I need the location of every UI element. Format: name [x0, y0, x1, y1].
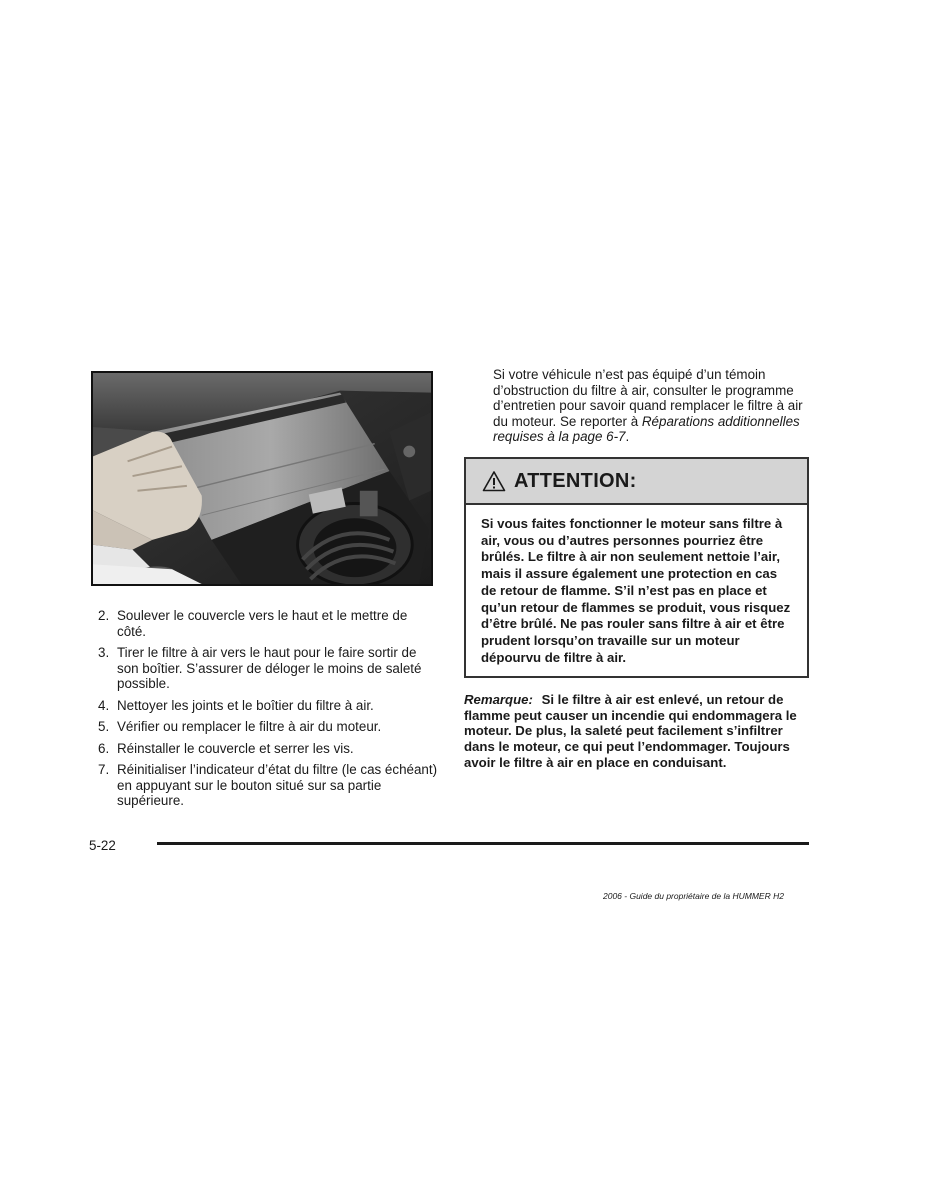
step-number: 4.: [98, 697, 110, 713]
page-number: 5-22: [89, 838, 116, 853]
list-item: [98, 608, 438, 639]
attention-text: Si vous faites fonctionner le moteur sans filtre à air, vous ou d’autres personnes pourriez être brûlés. Le filtre à air non seulement nettoie l’air, mais il assure également une protection en cas de retour de flamme. S’il n’est pas en place et qu’un retour de flammes se produit, vous risquez d’être brûlé. Ne pas rouler sans filtre à air et être prudent lorsqu’on travaille sur un moteur dépourvu de filtre à air.: [481, 516, 791, 665]
footer-title: 2006 - Guide du propriétaire de la HUMMER H2: [603, 891, 784, 901]
list-item: [98, 741, 438, 757]
note-paragraph: [464, 692, 814, 771]
page-reference-link[interactable]: Réparations additionnelles requises à la page 6-7: [493, 413, 800, 444]
air-filter-photo: [91, 371, 433, 586]
intro-end: .: [625, 429, 630, 444]
procedure-steps: [98, 608, 438, 815]
footer-divider: [157, 842, 809, 845]
air-filter-illustration: [93, 373, 431, 584]
attention-title: ATTENTION:: [514, 469, 637, 492]
intro-paragraph: [493, 367, 813, 445]
step-text: Nettoyer les joints et le boîtier du filtre à air.: [117, 697, 374, 713]
list-item: [98, 762, 438, 809]
step-text: Réinstaller le couvercle et serrer les vis.: [117, 740, 354, 756]
step-text: Réinitialiser l’indicateur d’état du filtre (le cas échéant) en appuyant sur le bouton situé sur sa partie supérieure.: [117, 762, 438, 808]
list-item: [98, 645, 438, 692]
attention-box: [464, 457, 809, 678]
list-item: [98, 719, 438, 735]
note-label: Remarque:: [464, 692, 533, 707]
step-text: Soulever le couvercle vers le haut et le mettre de côté.: [117, 608, 408, 639]
step-number: 6.: [98, 740, 110, 756]
step-number: 7.: [98, 762, 110, 777]
step-number: 5.: [98, 719, 110, 734]
list-item: [98, 698, 438, 714]
step-text: Tirer le filtre à air vers le haut pour le faire sortir de son boîtier. S’assurer de déloger le moins de saleté possible.: [117, 645, 422, 691]
note-text: Si le filtre à air est enlevé, un retour de flamme peut causer un incendie qui endommagera le moteur. De plus, la saleté peut facilement s’infiltrer dans le moteur, ce qui peut l’endommager. Toujours avoir le filtre à air en place en conduisant.: [464, 692, 797, 770]
step-number: 3.: [98, 645, 110, 660]
warning-triangle-icon: [482, 470, 506, 492]
step-number: 2.: [98, 608, 110, 623]
intro-text: Si votre véhicule n’est pas équipé d’un témoin d’obstruction du filtre à air, consulter le programme d’entretien pour savoir quand remplacer le filtre à air du moteur. Se reporter à: [493, 367, 803, 429]
attention-header: [466, 459, 807, 505]
step-text: Vérifier ou remplacer le filtre à air du moteur.: [117, 719, 382, 734]
